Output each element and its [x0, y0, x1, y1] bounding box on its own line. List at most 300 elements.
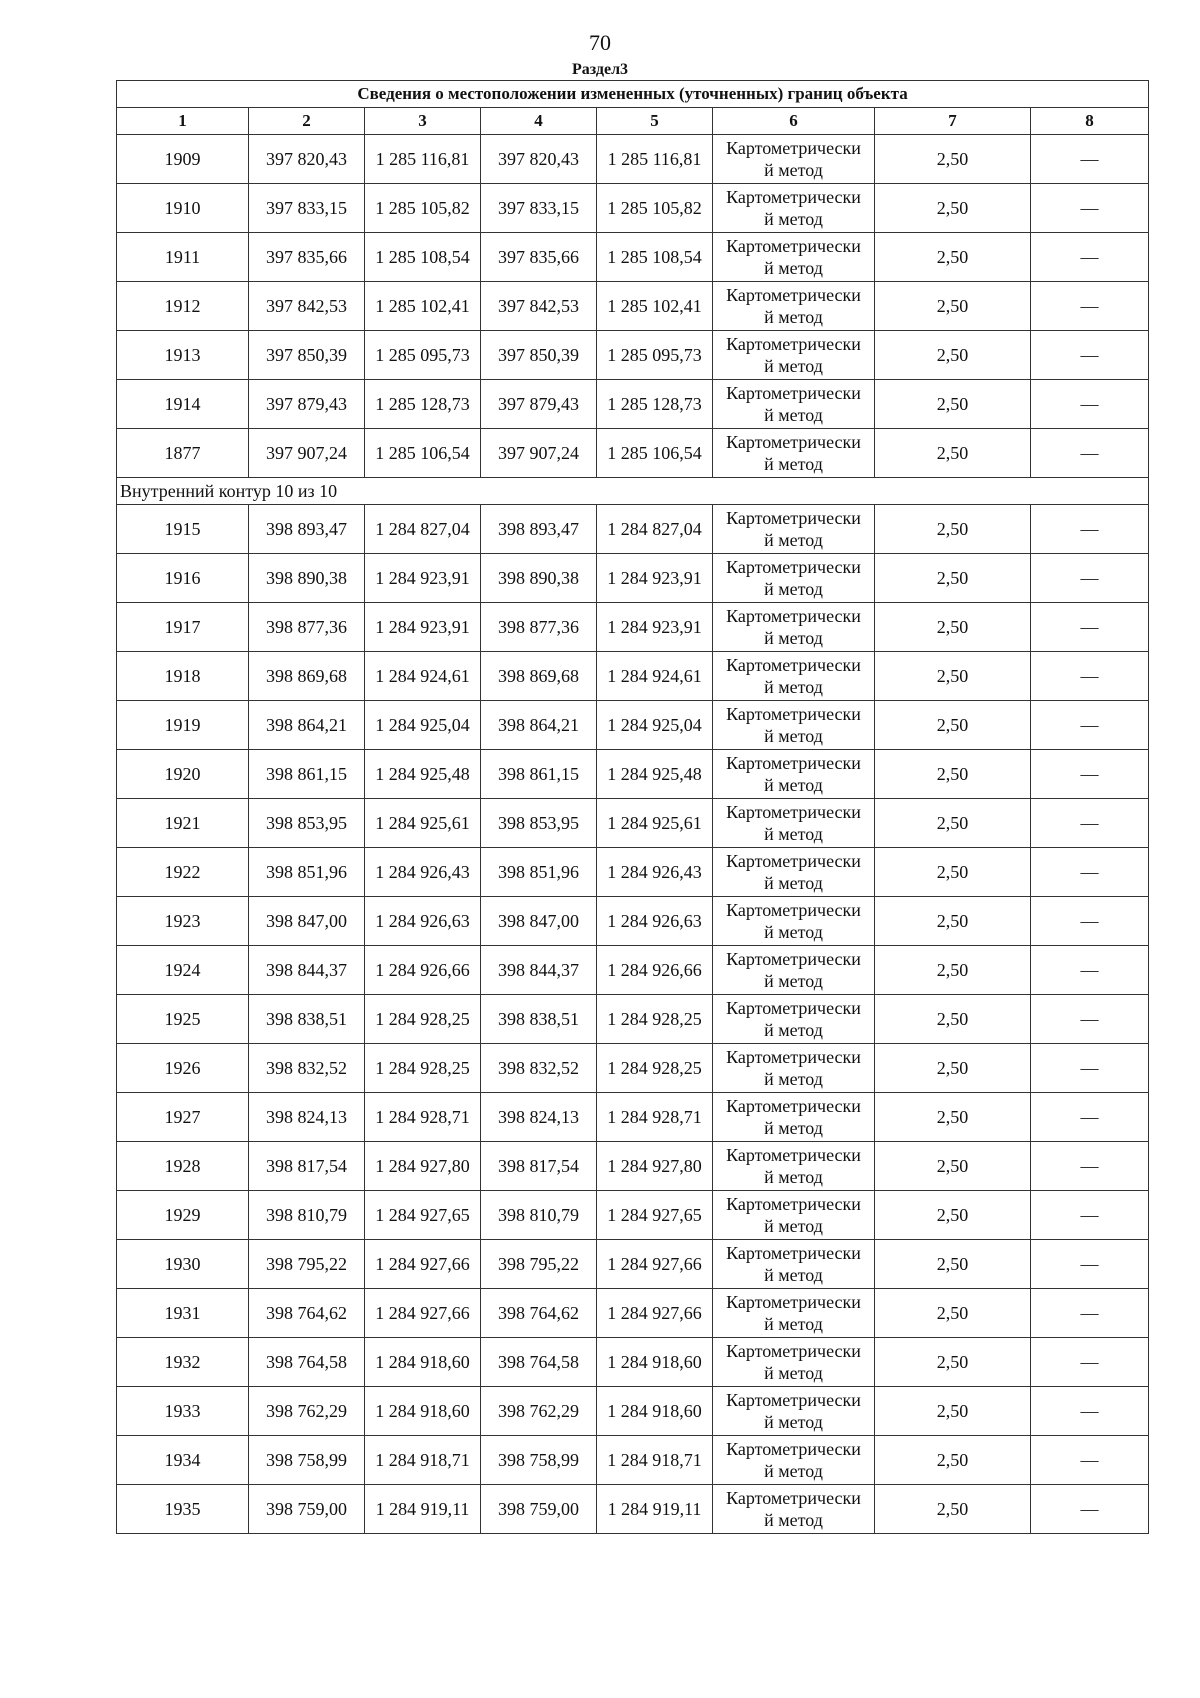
- method-line1: Картометрически: [726, 1194, 861, 1214]
- method-line2: й метод: [764, 873, 823, 893]
- method-line2: й метод: [764, 1510, 823, 1530]
- description-cell: —: [1031, 995, 1149, 1044]
- y-old-cell: 1 284 925,48: [365, 750, 481, 799]
- y-old-cell: 1 285 108,54: [365, 233, 481, 282]
- table-row: [117, 331, 1149, 380]
- accuracy-cell: 2,50: [875, 429, 1031, 478]
- accuracy-cell: 2,50: [875, 750, 1031, 799]
- table-row: [117, 897, 1149, 946]
- x-old-cell: 398 824,13: [249, 1093, 365, 1142]
- y-old-cell: 1 285 102,41: [365, 282, 481, 331]
- table-row: [117, 505, 1149, 554]
- accuracy-cell: 2,50: [875, 701, 1031, 750]
- description-cell: —: [1031, 1093, 1149, 1142]
- y-old-cell: 1 284 926,66: [365, 946, 481, 995]
- method-cell: [713, 184, 875, 233]
- method-line1: Картометрически: [726, 432, 861, 452]
- table-row: [117, 282, 1149, 331]
- column-header: 7: [875, 108, 1031, 135]
- method-cell: [713, 282, 875, 331]
- x-new-cell: 398 832,52: [481, 1044, 597, 1093]
- description-cell: —: [1031, 1191, 1149, 1240]
- x-old-cell: 398 764,58: [249, 1338, 365, 1387]
- table-title: Сведения о местоположении измененных (уточненных) границ объекта: [117, 81, 1149, 108]
- y-old-cell: 1 284 928,71: [365, 1093, 481, 1142]
- point-number-cell: 1927: [117, 1093, 249, 1142]
- point-number-cell: 1926: [117, 1044, 249, 1093]
- x-old-cell: 397 833,15: [249, 184, 365, 233]
- accuracy-cell: 2,50: [875, 554, 1031, 603]
- y-new-cell: 1 284 925,48: [597, 750, 713, 799]
- x-old-cell: 398 864,21: [249, 701, 365, 750]
- accuracy-cell: 2,50: [875, 233, 1031, 282]
- method-line2: й метод: [764, 922, 823, 942]
- description-cell: —: [1031, 1240, 1149, 1289]
- method-cell: [713, 1093, 875, 1142]
- y-new-cell: 1 284 927,80: [597, 1142, 713, 1191]
- method-line2: й метод: [764, 209, 823, 229]
- method-cell: [713, 380, 875, 429]
- y-new-cell: 1 284 927,66: [597, 1289, 713, 1338]
- accuracy-cell: 2,50: [875, 897, 1031, 946]
- y-new-cell: 1 284 926,43: [597, 848, 713, 897]
- y-new-cell: 1 284 918,60: [597, 1338, 713, 1387]
- point-number-cell: 1911: [117, 233, 249, 282]
- method-line1: Картометрически: [726, 334, 861, 354]
- description-cell: —: [1031, 554, 1149, 603]
- y-new-cell: 1 284 924,61: [597, 652, 713, 701]
- method-line2: й метод: [764, 307, 823, 327]
- table-row: [117, 1093, 1149, 1142]
- y-new-cell: 1 284 919,11: [597, 1485, 713, 1534]
- table-row: [117, 603, 1149, 652]
- accuracy-cell: 2,50: [875, 652, 1031, 701]
- table-row: [117, 1436, 1149, 1485]
- method-line1: Картометрически: [726, 851, 861, 871]
- accuracy-cell: 2,50: [875, 799, 1031, 848]
- accuracy-cell: 2,50: [875, 1240, 1031, 1289]
- column-header: 5: [597, 108, 713, 135]
- table-row: [117, 380, 1149, 429]
- method-line1: Картометрически: [726, 236, 861, 256]
- method-cell: [713, 554, 875, 603]
- method-cell: [713, 848, 875, 897]
- table-row: [117, 1289, 1149, 1338]
- method-line2: й метод: [764, 677, 823, 697]
- x-new-cell: 397 835,66: [481, 233, 597, 282]
- point-number-cell: 1920: [117, 750, 249, 799]
- table-row: [117, 848, 1149, 897]
- description-cell: —: [1031, 1142, 1149, 1191]
- method-line2: й метод: [764, 1461, 823, 1481]
- table-row: [117, 554, 1149, 603]
- point-number-cell: 1932: [117, 1338, 249, 1387]
- x-new-cell: 398 762,29: [481, 1387, 597, 1436]
- y-new-cell: 1 284 918,71: [597, 1436, 713, 1485]
- x-old-cell: 398 758,99: [249, 1436, 365, 1485]
- description-cell: —: [1031, 946, 1149, 995]
- table-row: [117, 799, 1149, 848]
- y-old-cell: 1 284 919,11: [365, 1485, 481, 1534]
- method-cell: [713, 1044, 875, 1093]
- method-cell: [713, 701, 875, 750]
- y-old-cell: 1 284 924,61: [365, 652, 481, 701]
- y-new-cell: 1 284 928,25: [597, 1044, 713, 1093]
- description-cell: —: [1031, 652, 1149, 701]
- x-new-cell: 398 810,79: [481, 1191, 597, 1240]
- x-old-cell: 397 842,53: [249, 282, 365, 331]
- y-old-cell: 1 285 106,54: [365, 429, 481, 478]
- x-old-cell: 398 861,15: [249, 750, 365, 799]
- method-line1: Картометрически: [726, 900, 861, 920]
- column-header: 1: [117, 108, 249, 135]
- y-old-cell: 1 285 116,81: [365, 135, 481, 184]
- method-line1: Картометрически: [726, 1047, 861, 1067]
- x-new-cell: 397 833,15: [481, 184, 597, 233]
- table-row: [117, 1387, 1149, 1436]
- y-old-cell: 1 285 105,82: [365, 184, 481, 233]
- description-cell: —: [1031, 505, 1149, 554]
- table-row: [117, 135, 1149, 184]
- method-line2: й метод: [764, 1314, 823, 1334]
- description-cell: —: [1031, 1436, 1149, 1485]
- y-old-cell: 1 284 925,61: [365, 799, 481, 848]
- table-row: [117, 995, 1149, 1044]
- x-new-cell: 398 893,47: [481, 505, 597, 554]
- method-line1: Картометрически: [726, 1488, 861, 1508]
- x-new-cell: 398 847,00: [481, 897, 597, 946]
- method-line2: й метод: [764, 454, 823, 474]
- y-new-cell: 1 284 827,04: [597, 505, 713, 554]
- y-old-cell: 1 284 918,60: [365, 1338, 481, 1387]
- method-cell: [713, 1436, 875, 1485]
- x-new-cell: 398 817,54: [481, 1142, 597, 1191]
- description-cell: —: [1031, 750, 1149, 799]
- x-new-cell: 398 844,37: [481, 946, 597, 995]
- point-number-cell: 1921: [117, 799, 249, 848]
- y-old-cell: 1 284 928,25: [365, 995, 481, 1044]
- method-cell: [713, 1387, 875, 1436]
- y-new-cell: 1 284 923,91: [597, 554, 713, 603]
- point-number-cell: 1912: [117, 282, 249, 331]
- y-old-cell: 1 284 927,80: [365, 1142, 481, 1191]
- x-new-cell: 398 851,96: [481, 848, 597, 897]
- x-new-cell: 398 824,13: [481, 1093, 597, 1142]
- y-new-cell: 1 285 102,41: [597, 282, 713, 331]
- method-line1: Картометрически: [726, 187, 861, 207]
- point-number-cell: 1928: [117, 1142, 249, 1191]
- y-new-cell: 1 285 116,81: [597, 135, 713, 184]
- y-new-cell: 1 284 925,61: [597, 799, 713, 848]
- x-old-cell: 397 850,39: [249, 331, 365, 380]
- accuracy-cell: 2,50: [875, 946, 1031, 995]
- method-line2: й метод: [764, 1363, 823, 1383]
- description-cell: —: [1031, 233, 1149, 282]
- accuracy-cell: 2,50: [875, 1387, 1031, 1436]
- description-cell: —: [1031, 1387, 1149, 1436]
- y-new-cell: 1 284 926,63: [597, 897, 713, 946]
- x-new-cell: 398 853,95: [481, 799, 597, 848]
- x-old-cell: 398 764,62: [249, 1289, 365, 1338]
- method-line2: й метод: [764, 726, 823, 746]
- point-number-cell: 1925: [117, 995, 249, 1044]
- y-old-cell: 1 284 918,71: [365, 1436, 481, 1485]
- point-number-cell: 1929: [117, 1191, 249, 1240]
- x-old-cell: 398 851,96: [249, 848, 365, 897]
- description-cell: —: [1031, 897, 1149, 946]
- description-cell: —: [1031, 603, 1149, 652]
- method-cell: [713, 1240, 875, 1289]
- y-old-cell: 1 284 926,63: [365, 897, 481, 946]
- x-old-cell: 398 810,79: [249, 1191, 365, 1240]
- method-line1: Картометрически: [726, 655, 861, 675]
- accuracy-cell: 2,50: [875, 184, 1031, 233]
- x-new-cell: 398 890,38: [481, 554, 597, 603]
- x-new-cell: 397 850,39: [481, 331, 597, 380]
- column-header: 3: [365, 108, 481, 135]
- accuracy-cell: 2,50: [875, 1142, 1031, 1191]
- point-number-cell: 1935: [117, 1485, 249, 1534]
- table-row: [117, 429, 1149, 478]
- y-old-cell: 1 284 926,43: [365, 848, 481, 897]
- y-old-cell: 1 284 927,66: [365, 1240, 481, 1289]
- table-row: [117, 233, 1149, 282]
- y-old-cell: 1 285 095,73: [365, 331, 481, 380]
- method-line1: Картометрически: [726, 1243, 861, 1263]
- method-line2: й метод: [764, 1020, 823, 1040]
- x-old-cell: 397 820,43: [249, 135, 365, 184]
- y-new-cell: 1 284 928,71: [597, 1093, 713, 1142]
- accuracy-cell: 2,50: [875, 1044, 1031, 1093]
- table-row: [117, 184, 1149, 233]
- method-line1: Картометрически: [726, 753, 861, 773]
- x-old-cell: 397 879,43: [249, 380, 365, 429]
- method-line2: й метод: [764, 1412, 823, 1432]
- x-new-cell: 397 820,43: [481, 135, 597, 184]
- method-line2: й метод: [764, 824, 823, 844]
- accuracy-cell: 2,50: [875, 331, 1031, 380]
- x-new-cell: 397 879,43: [481, 380, 597, 429]
- x-old-cell: 398 893,47: [249, 505, 365, 554]
- x-new-cell: 398 758,99: [481, 1436, 597, 1485]
- point-number-cell: 1933: [117, 1387, 249, 1436]
- method-line1: Картометрически: [726, 508, 861, 528]
- method-line2: й метод: [764, 1069, 823, 1089]
- method-line1: Картометрически: [726, 285, 861, 305]
- x-old-cell: 398 844,37: [249, 946, 365, 995]
- x-old-cell: 398 869,68: [249, 652, 365, 701]
- y-new-cell: 1 284 925,04: [597, 701, 713, 750]
- x-new-cell: 398 869,68: [481, 652, 597, 701]
- x-old-cell: 397 835,66: [249, 233, 365, 282]
- method-line1: Картометрически: [726, 1292, 861, 1312]
- description-cell: —: [1031, 135, 1149, 184]
- method-line2: й метод: [764, 1167, 823, 1187]
- method-cell: [713, 946, 875, 995]
- description-cell: —: [1031, 799, 1149, 848]
- point-number-cell: 1931: [117, 1289, 249, 1338]
- table-row: [117, 652, 1149, 701]
- accuracy-cell: 2,50: [875, 995, 1031, 1044]
- y-new-cell: 1 284 918,60: [597, 1387, 713, 1436]
- method-line2: й метод: [764, 1265, 823, 1285]
- y-old-cell: 1 284 918,60: [365, 1387, 481, 1436]
- contour-label: Внутренний контур 10 из 10: [117, 478, 1149, 505]
- y-old-cell: 1 285 128,73: [365, 380, 481, 429]
- x-new-cell: 397 907,24: [481, 429, 597, 478]
- y-old-cell: 1 284 927,66: [365, 1289, 481, 1338]
- method-line1: Картометрически: [726, 1096, 861, 1116]
- column-header: 8: [1031, 108, 1149, 135]
- accuracy-cell: 2,50: [875, 1436, 1031, 1485]
- y-old-cell: 1 284 923,91: [365, 603, 481, 652]
- description-cell: —: [1031, 1044, 1149, 1093]
- section-label: Раздел3: [571, 61, 629, 78]
- method-cell: [713, 1485, 875, 1534]
- x-old-cell: 398 759,00: [249, 1485, 365, 1534]
- y-new-cell: 1 285 095,73: [597, 331, 713, 380]
- x-old-cell: 398 762,29: [249, 1387, 365, 1436]
- method-cell: [713, 652, 875, 701]
- method-line2: й метод: [764, 160, 823, 180]
- x-new-cell: 398 861,15: [481, 750, 597, 799]
- accuracy-cell: 2,50: [875, 1338, 1031, 1387]
- point-number-cell: 1909: [117, 135, 249, 184]
- x-old-cell: 398 847,00: [249, 897, 365, 946]
- table-row: [117, 1485, 1149, 1534]
- table-row: [117, 701, 1149, 750]
- accuracy-cell: 2,50: [875, 135, 1031, 184]
- method-line2: й метод: [764, 628, 823, 648]
- y-new-cell: 1 284 927,66: [597, 1240, 713, 1289]
- point-number-cell: 1913: [117, 331, 249, 380]
- method-line2: й метод: [764, 1118, 823, 1138]
- method-line1: Картометрически: [726, 138, 861, 158]
- point-number-cell: 1916: [117, 554, 249, 603]
- method-cell: [713, 135, 875, 184]
- table-row: [117, 1044, 1149, 1093]
- x-new-cell: 398 759,00: [481, 1485, 597, 1534]
- method-line1: Картометрически: [726, 1341, 861, 1361]
- method-line2: й метод: [764, 1216, 823, 1236]
- table-row: [117, 1240, 1149, 1289]
- method-line1: Картометрически: [726, 1390, 861, 1410]
- y-new-cell: 1 284 923,91: [597, 603, 713, 652]
- method-line2: й метод: [764, 356, 823, 376]
- x-old-cell: 397 907,24: [249, 429, 365, 478]
- description-cell: —: [1031, 701, 1149, 750]
- method-line2: й метод: [764, 971, 823, 991]
- description-cell: —: [1031, 282, 1149, 331]
- method-cell: [713, 429, 875, 478]
- method-line1: Картометрически: [726, 998, 861, 1018]
- accuracy-cell: 2,50: [875, 603, 1031, 652]
- method-line2: й метод: [764, 405, 823, 425]
- table-row: [117, 750, 1149, 799]
- method-cell: [713, 1191, 875, 1240]
- accuracy-cell: 2,50: [875, 505, 1031, 554]
- y-new-cell: 1 284 928,25: [597, 995, 713, 1044]
- x-new-cell: 398 838,51: [481, 995, 597, 1044]
- column-header: 4: [481, 108, 597, 135]
- x-new-cell: 398 764,58: [481, 1338, 597, 1387]
- method-cell: [713, 233, 875, 282]
- method-cell: [713, 603, 875, 652]
- point-number-cell: 1918: [117, 652, 249, 701]
- point-number-cell: 1919: [117, 701, 249, 750]
- accuracy-cell: 2,50: [875, 1191, 1031, 1240]
- x-new-cell: 398 795,22: [481, 1240, 597, 1289]
- x-old-cell: 398 838,51: [249, 995, 365, 1044]
- method-line1: Картометрически: [726, 704, 861, 724]
- method-line2: й метод: [764, 258, 823, 278]
- column-header-row: [117, 108, 1149, 135]
- description-cell: —: [1031, 1289, 1149, 1338]
- method-cell: [713, 799, 875, 848]
- x-old-cell: 398 890,38: [249, 554, 365, 603]
- description-cell: —: [1031, 184, 1149, 233]
- y-new-cell: 1 284 927,65: [597, 1191, 713, 1240]
- point-number-cell: 1930: [117, 1240, 249, 1289]
- page-number: 70: [589, 30, 611, 55]
- method-line2: й метод: [764, 530, 823, 550]
- y-old-cell: 1 284 927,65: [365, 1191, 481, 1240]
- x-new-cell: 398 864,21: [481, 701, 597, 750]
- x-old-cell: 398 877,36: [249, 603, 365, 652]
- x-old-cell: 398 817,54: [249, 1142, 365, 1191]
- description-cell: —: [1031, 429, 1149, 478]
- point-number-cell: 1910: [117, 184, 249, 233]
- table-row: [117, 1338, 1149, 1387]
- method-line1: Картометрически: [726, 1145, 861, 1165]
- method-line1: Картометрически: [726, 1439, 861, 1459]
- point-number-cell: 1877: [117, 429, 249, 478]
- accuracy-cell: 2,50: [875, 848, 1031, 897]
- x-new-cell: 397 842,53: [481, 282, 597, 331]
- y-old-cell: 1 284 928,25: [365, 1044, 481, 1093]
- point-number-cell: 1934: [117, 1436, 249, 1485]
- method-cell: [713, 897, 875, 946]
- description-cell: —: [1031, 848, 1149, 897]
- method-cell: [713, 750, 875, 799]
- point-number-cell: 1924: [117, 946, 249, 995]
- description-cell: —: [1031, 1338, 1149, 1387]
- method-line1: Картометрически: [726, 383, 861, 403]
- method-line1: Картометрически: [726, 557, 861, 577]
- accuracy-cell: 2,50: [875, 282, 1031, 331]
- method-line2: й метод: [764, 775, 823, 795]
- method-line1: Картометрически: [726, 606, 861, 626]
- point-number-cell: 1923: [117, 897, 249, 946]
- accuracy-cell: 2,50: [875, 1485, 1031, 1534]
- point-number-cell: 1914: [117, 380, 249, 429]
- y-new-cell: 1 284 926,66: [597, 946, 713, 995]
- description-cell: —: [1031, 380, 1149, 429]
- table-row: [117, 1191, 1149, 1240]
- method-cell: [713, 505, 875, 554]
- point-number-cell: 1915: [117, 505, 249, 554]
- table-row: [117, 946, 1149, 995]
- method-line1: Картометрически: [726, 949, 861, 969]
- x-new-cell: 398 877,36: [481, 603, 597, 652]
- method-line2: й метод: [764, 579, 823, 599]
- method-cell: [713, 995, 875, 1044]
- description-cell: —: [1031, 331, 1149, 380]
- point-number-cell: 1922: [117, 848, 249, 897]
- y-old-cell: 1 284 923,91: [365, 554, 481, 603]
- description-cell: —: [1031, 1485, 1149, 1534]
- table-row: [117, 1142, 1149, 1191]
